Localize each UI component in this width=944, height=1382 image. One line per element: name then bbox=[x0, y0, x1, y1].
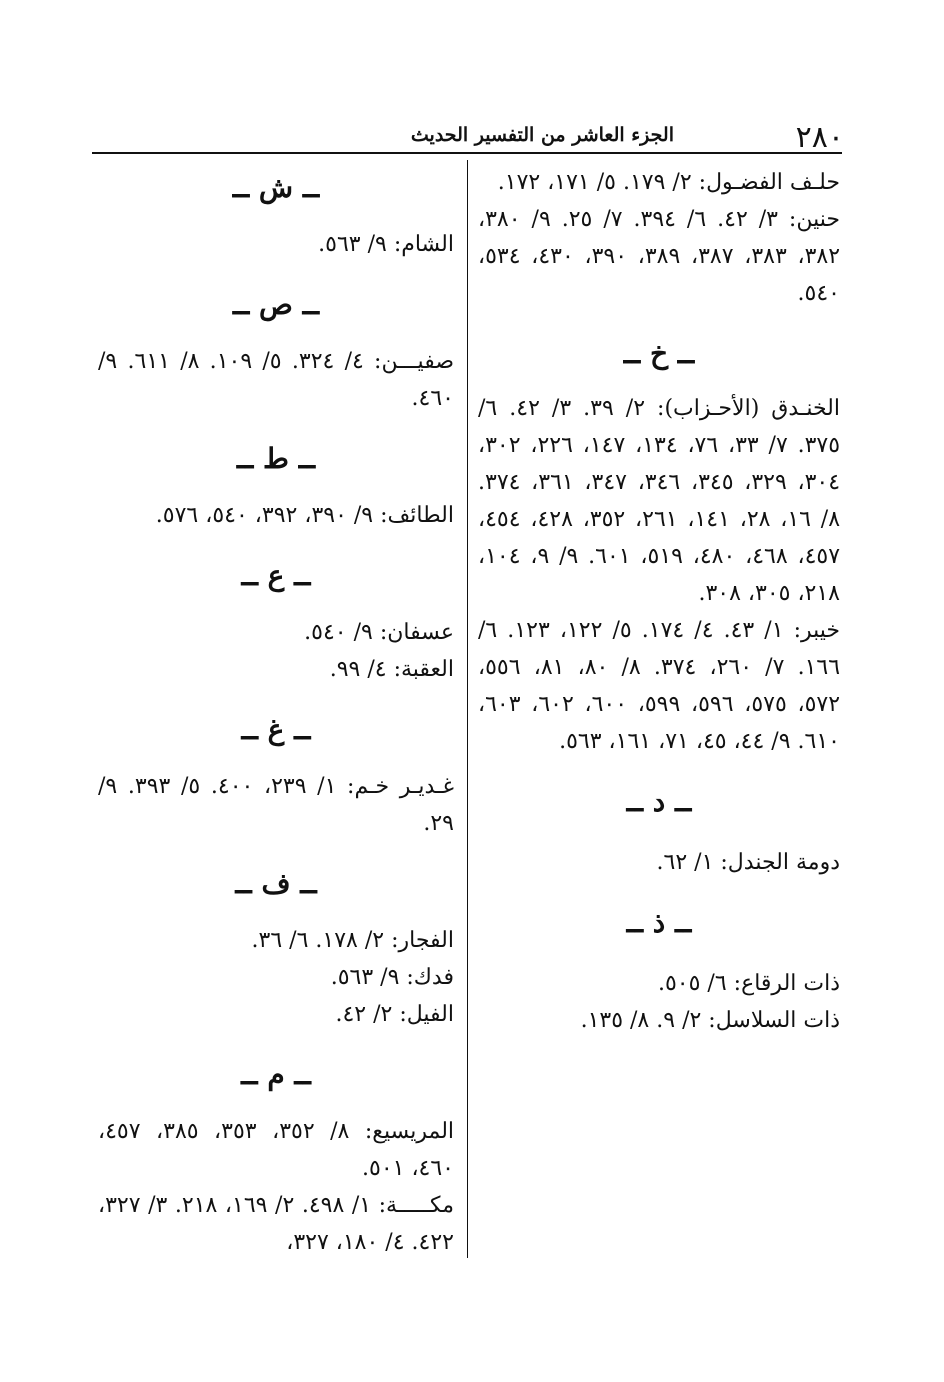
index-entry: الخنـدق (الأحـزاب): ٢/ ٣٩. ٣/ ٤٢. ٦/ ٣٧٥. ٧/ ٣٣، ٧٦، ١٣٤، ١٤٧، ٢٢٦، ٣٠٢، ٣٠٤، ٣٢٩، ٣٤٥، ٣٤٦، ٣٤٧، ٣٦١، ٣٧٤. ٨/ ١٦، ٢٨، ١٤١، ٢٦١، ٣٥٢، ٤٢٨، ٤٥٤، ٤٥٧، ٤٦٨، ٤٨٠، ٥١٩، ٦٠١. ٩/ ٩، ١٠٤، ٢١٨، ٣٠٥، ٣٠٨. bbox=[478, 396, 841, 606]
letter-heading: ــ خ ــ bbox=[623, 337, 695, 370]
index-entry: الفيل: ٢/ ٤٢. bbox=[335, 1002, 454, 1027]
page-header bbox=[92, 112, 844, 155]
letter-heading: ــ ف ــ bbox=[235, 867, 317, 900]
index-entry: صفيـــن: ٤/ ٣٢٤. ٥/ ١٠٩. ٨/ ٦١١. ٩/ ٤٦٠. bbox=[98, 349, 454, 411]
letter-heading: ــ ص ــ bbox=[232, 288, 320, 321]
letter-heading: ــ ش ــ bbox=[232, 171, 320, 204]
index-entry: الفجار: ٢/ ١٧٨. ٦/ ٣٦. bbox=[251, 928, 454, 953]
index-entry: ذات الرقاع: ٦/ ٥٠٥. bbox=[657, 971, 840, 996]
letter-heading: ــ غ ــ bbox=[241, 713, 311, 746]
header-rule bbox=[92, 152, 842, 154]
letter-heading: ــ ط ــ bbox=[236, 442, 316, 475]
right-column bbox=[478, 160, 840, 1039]
letter-heading: ــ ع ــ bbox=[241, 559, 311, 592]
index-entry: حنين: ٣/ ٤٢. ٦/ ٣٩٤. ٧/ ٢٥. ٩/ ٣٨٠، ٣٨٢، ٣٨٣، ٣٨٧، ٣٨٩، ٣٩٠، ٤٣٠، ٥٣٤، ٥٤٠. bbox=[478, 207, 841, 306]
index-entry: الطائف: ٩/ ٣٩٠، ٣٩٢، ٥٤٠، ٥٧٦. bbox=[155, 503, 454, 528]
index-entry: الشام: ٩/ ٥٦٣. bbox=[318, 232, 454, 257]
index-entry: غـديـر خـم: ١/ ٢٣٩، ٤٠٠. ٥/ ٣٩٣. ٩/ ٢٩. bbox=[98, 774, 455, 836]
page-number: ٢٨٠ bbox=[795, 120, 844, 155]
index-entry: مكـــــة: ١/ ٤٩٨. ٢/ ١٦٩، ٢١٨. ٣/ ٣٢٧، ٤٢٢. ٤/ ١٨٠، ٣٢٧، bbox=[98, 1193, 454, 1255]
index-entry: ذات السلاسل: ٢/ ٩. ٨/ ١٣٥. bbox=[580, 1008, 840, 1033]
index-entry: خيبر: ١/ ٤٣. ٤/ ١٧٤. ٥/ ١٢٢، ١٢٣. ٦/ ١٦٦. ٧/ ٢٦٠، ٣٧٤. ٨/ ٨٠، ٨١، ٥٥٦، ٥٧٢، ٥٧٥، ٥٩٦، ٥٩٩، ٦٠٠، ٦٠٢، ٦٠٣، ٦١٠. ٩/ ٤٤، ٤٥، ٧١، ١٦١، ٥٦٣. bbox=[478, 618, 841, 754]
left-column bbox=[98, 160, 454, 1261]
index-entry: فدك: ٩/ ٥٦٣. bbox=[330, 965, 454, 990]
column-divider bbox=[467, 160, 468, 1258]
running-title: الجزء العاشر من التفسير الحديث bbox=[410, 124, 674, 146]
index-entry: العقبة: ٤/ ٩٩. bbox=[329, 657, 454, 682]
letter-heading: ــ ذ ــ bbox=[626, 906, 692, 939]
index-entry: المريسيع: ٨/ ٣٥٢، ٣٥٣، ٣٨٥، ٤٥٧، ٤٦٠، ٥٠١. bbox=[98, 1119, 455, 1181]
letter-heading: ــ م ــ bbox=[241, 1058, 311, 1091]
index-entry: حلـف الفضـول: ٢/ ١٧٩. ٥/ ١٧١، ١٧٢. bbox=[497, 170, 840, 195]
letter-heading: ــ د ــ bbox=[626, 785, 692, 818]
index-entry: عسفان: ٩/ ٥٤٠. bbox=[304, 620, 454, 645]
index-entry: دومة الجندل: ١/ ٦٢. bbox=[656, 850, 840, 875]
